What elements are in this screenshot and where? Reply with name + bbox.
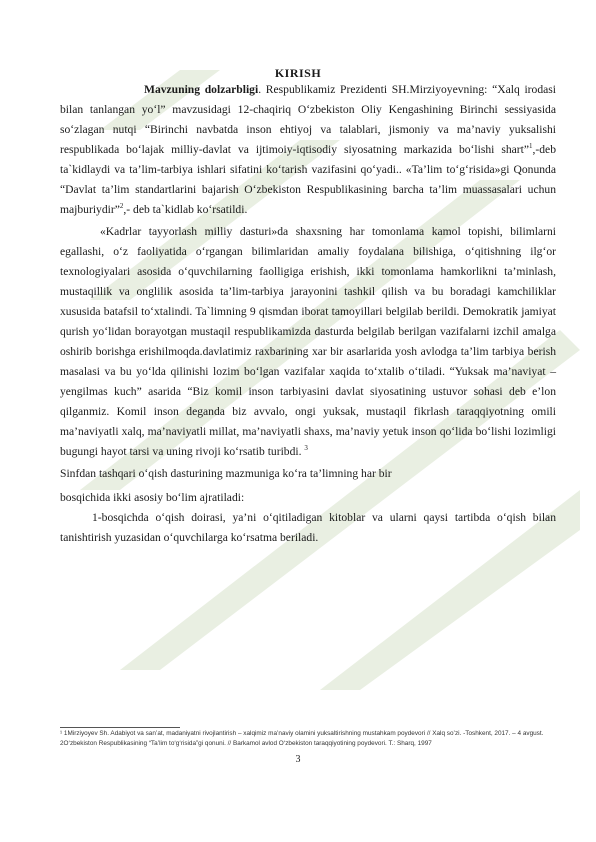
intro-lead: Mavzuning dolzarbligi xyxy=(144,83,259,96)
footnote-2: 2O‘zbekiston Respublikasining “Ta’lim to‘g‘risida”gi qonuni. // Barkamol avlod O‘zbekiston taraqqiyotining poydevori. T.: Sharq, 1997 xyxy=(60,739,432,747)
footnote-ref-3[interactable]: 3 xyxy=(304,444,308,453)
footnote-1: ¹ 1Mirziyoyev Sh. Adabiyot va san’at, madaniyatni rivojlantirish – xalqimiz ma’naviy olamini yuksaltirishning mustahkam poydevori // Xalq so’zi. -Toshkent, 2017. – 4 avgust. xyxy=(60,730,544,737)
body-text xyxy=(60,80,556,548)
paragraph-3b: bosqichida ikki asosiy bo‘lim ajratiladi: xyxy=(60,491,245,504)
paragraph-2: «Kadrlar tayyorlash milliy dasturi»da shaxsning har tomonlama kamol topishi, bilimlarni egallashi, o‘z faoliyatida o‘rgangan bilimlaridan amaliy foydalana bilishiga, o‘qitishning ilg‘or texnologiyalari asosida o‘quvchilarning faolligiga erishish, ikki tomonlama hamkorlikni ta’minlash, mustaqillik va onglilik asosida ta’lim-tarbiya jarayonini tashkil qilish va bu boradagi kamchiliklar xususida batafsil to‘xtalindi. Ta`limning 9 qismdan iborat tamoyillari belgilab berildi. Demokratik jamiyat qurish yo‘lidan borayotgan mustaqil respublikamizda dasturda belgilab berilgan vazifalarni izchil amalga oshirib borishga erishilmoqda.davlatimiz raxbarining xar bir asarlarida yosh avlodga ta’lim tarbiya berish masalasi va bu yo‘lda qilinishi lozim bo‘lgan vazifalar xaqida to‘xtalib o‘tiladi. “Yuksak ma’naviyat – yengilmas kuch” asarida “Biz komil inson tarbiyasini davlat siyosatining ustuvor sohasi deb e’lon qilganmiz. Komil inson deganda biz avvalo, ongi yuksak, mustaqil fikrlash taraqqiyotning omili ma’naviyatli xalq, ma’naviyatli millat, ma’naviyatli shaxs, ma’naviy yetuk inson qo‘lida bo‘lishi lozimligi bugungi hayot tarsi va uning rivoji ko‘rsatib turibdi. $^3$ xyxy=(60,225,556,458)
footnotes xyxy=(60,729,556,748)
paragraph-1: Mavzuning dolzarbligi. Respublikamiz Prezidenti SH.Mirziyoyevning: “Xalq irodasi bilan tanlangan yo‘l” mavzusidagi 12-chaqiriq O‘zbekiston Oliy Kengashining Birinchi sessiyasida so‘zlagan nutqi “Birinchi navbatda inson ehtiyoj va talablari, jismoniy va ma’naviy yuksalishi respublikada bo‘lajak milliy-davlat va ijtimoiy-iqtisodiy siyosatning markazida bo‘lishi shart”$^1$,-deb ta`kidlaydi va ta’lim-tarbiya ishlari sifatini ko‘tarish vazifasini qo‘yadi.. «Ta’lim to‘g‘risida»gi Qonunda “Davlat ta’lim standartlarini bajarish O‘zbekiston Respublikasining barcha ta’lim muassasalari uchun majburiydir”$^2$,- deb ta`kidlab ko‘rsatildi. xyxy=(60,83,556,216)
page-number: 3 xyxy=(295,754,301,765)
paragraph-3a: Sinfdan tashqari o‘qish dasturining mazmuniga ko‘ra ta’limning har bir xyxy=(60,467,392,480)
footnote-ref-1[interactable]: 1 xyxy=(529,142,533,151)
page-title: KIRISH xyxy=(274,66,322,80)
paragraph-4: 1-bosqichda o‘qish doirasi, ya’ni o‘qitiladigan kitoblar va ularni qaysi tartibda o‘qish bilan tanishtirish yuzasidan o‘quvchilarga ko‘rsatma beriladi. xyxy=(60,511,556,544)
footnote-divider xyxy=(60,727,180,728)
footnote-ref-2[interactable]: 2 xyxy=(119,202,124,211)
